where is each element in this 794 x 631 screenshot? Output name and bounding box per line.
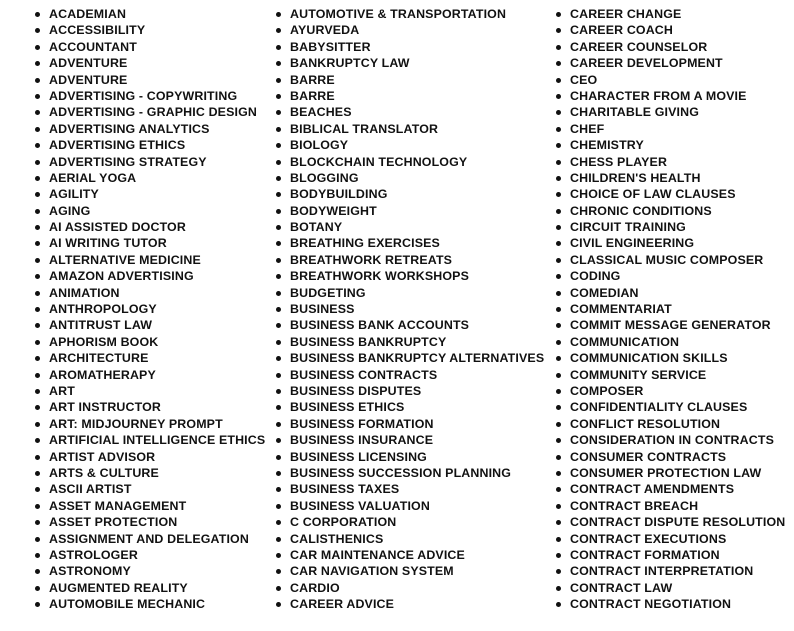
topic-list-item: BABYSITTER bbox=[276, 39, 544, 55]
topic-list-item: BUSINESS CONTRACTS bbox=[276, 367, 544, 383]
topic-list-item: CAREER COACH bbox=[556, 22, 785, 38]
topic-list-item: CHEF bbox=[556, 121, 785, 137]
topic-list-item: ARCHITECTURE bbox=[35, 350, 265, 366]
topic-list-item: ASSIGNMENT AND DELEGATION bbox=[35, 531, 265, 547]
topic-list-item: BARRE bbox=[276, 88, 544, 104]
topic-list-item: BREATHWORK WORKSHOPS bbox=[276, 268, 544, 284]
topic-list-item: ADVERTISING ANALYTICS bbox=[35, 121, 265, 137]
topic-list-item: CAREER ADVICE bbox=[276, 596, 544, 612]
topic-list-item: CLASSICAL MUSIC COMPOSER bbox=[556, 252, 785, 268]
topic-list-item: AROMATHERAPY bbox=[35, 367, 265, 383]
topic-list-item: CONFIDENTIALITY CLAUSES bbox=[556, 399, 785, 415]
topic-list-item: ADVERTISING ETHICS bbox=[35, 137, 265, 153]
topic-list-item: ADVENTURE bbox=[35, 72, 265, 88]
topic-list-item: CONTRACT INTERPRETATION bbox=[556, 563, 785, 579]
topic-list-item: BUDGETING bbox=[276, 285, 544, 301]
topic-list-item: CARDIO bbox=[276, 580, 544, 596]
topic-list-item: CHARACTER FROM A MOVIE bbox=[556, 88, 785, 104]
topic-list-item: BUSINESS TAXES bbox=[276, 481, 544, 497]
topic-list-item: CONTRACT EXECUTIONS bbox=[556, 531, 785, 547]
topic-list-item: ADVERTISING - COPYWRITING bbox=[35, 88, 265, 104]
topic-list-item: CHEMISTRY bbox=[556, 137, 785, 153]
topic-list-item: ARTIST ADVISOR bbox=[35, 449, 265, 465]
topic-list-item: ASSET PROTECTION bbox=[35, 514, 265, 530]
topic-list-item: C CORPORATION bbox=[276, 514, 544, 530]
topic-list-item: CONTRACT BREACH bbox=[556, 498, 785, 514]
topic-list-item: CAR MAINTENANCE ADVICE bbox=[276, 547, 544, 563]
topic-list-item: COMMUNITY SERVICE bbox=[556, 367, 785, 383]
topic-list-item: AERIAL YOGA bbox=[35, 170, 265, 186]
topic-list-item: ACCOUNTANT bbox=[35, 39, 265, 55]
topic-list-item: CIVIL ENGINEERING bbox=[556, 235, 785, 251]
topic-list-item: BUSINESS LICENSING bbox=[276, 449, 544, 465]
topic-list-item: CONSIDERATION IN CONTRACTS bbox=[556, 432, 785, 448]
topic-list-item: BREATHING EXERCISES bbox=[276, 235, 544, 251]
topic-list-item: BUSINESS BANKRUPTCY bbox=[276, 334, 544, 350]
topic-list-item: CAREER COUNSELOR bbox=[556, 39, 785, 55]
topic-list-item: CAREER DEVELOPMENT bbox=[556, 55, 785, 71]
topic-list-item: APHORISM BOOK bbox=[35, 334, 265, 350]
topic-list-item: BUSINESS BANK ACCOUNTS bbox=[276, 317, 544, 333]
topic-list-item: COMEDIAN bbox=[556, 285, 785, 301]
topic-list-item: AI WRITING TUTOR bbox=[35, 235, 265, 251]
topic-list-item: ART: MIDJOURNEY PROMPT bbox=[35, 416, 265, 432]
topic-list-item: BUSINESS INSURANCE bbox=[276, 432, 544, 448]
topic-list-item: ASCII ARTIST bbox=[35, 481, 265, 497]
topic-list-item: AUTOMOTIVE & TRANSPORTATION bbox=[276, 6, 544, 22]
topic-list-item: CIRCUIT TRAINING bbox=[556, 219, 785, 235]
topic-list-item: BUSINESS VALUATION bbox=[276, 498, 544, 514]
topic-list-item: ADVERTISING - GRAPHIC DESIGN bbox=[35, 104, 265, 120]
topic-list-item: CODING bbox=[556, 268, 785, 284]
topic-list-item: BLOCKCHAIN TECHNOLOGY bbox=[276, 154, 544, 170]
topic-list-item: CEO bbox=[556, 72, 785, 88]
topic-list-item: COMPOSER bbox=[556, 383, 785, 399]
topic-list-item: AUTOMOBILE MECHANIC bbox=[35, 596, 265, 612]
topic-list-item: BUSINESS FORMATION bbox=[276, 416, 544, 432]
topic-list-item: ANTITRUST LAW bbox=[35, 317, 265, 333]
topic-list-item: BUSINESS ETHICS bbox=[276, 399, 544, 415]
topic-list-item: BIOLOGY bbox=[276, 137, 544, 153]
topic-list-item: CONTRACT LAW bbox=[556, 580, 785, 596]
topic-list-item: BUSINESS SUCCESSION PLANNING bbox=[276, 465, 544, 481]
topic-list-item: ALTERNATIVE MEDICINE bbox=[35, 252, 265, 268]
topic-list-item: ACCESSIBILITY bbox=[35, 22, 265, 38]
topic-list-item: BARRE bbox=[276, 72, 544, 88]
topic-list-item: ACADEMIAN bbox=[35, 6, 265, 22]
topic-list-item: ARTIFICIAL INTELLIGENCE ETHICS bbox=[35, 432, 265, 448]
topic-list-item: CALISTHENICS bbox=[276, 531, 544, 547]
topic-list-item: AGING bbox=[35, 203, 265, 219]
topic-column-3 bbox=[556, 6, 785, 612]
topic-list-item: CONSUMER PROTECTION LAW bbox=[556, 465, 785, 481]
topic-list-item: CONFLICT RESOLUTION bbox=[556, 416, 785, 432]
topic-list-item: CONTRACT AMENDMENTS bbox=[556, 481, 785, 497]
topic-list-item: AYURVEDA bbox=[276, 22, 544, 38]
topic-list-item: ARTS & CULTURE bbox=[35, 465, 265, 481]
topic-list-item: ART bbox=[35, 383, 265, 399]
topic-list-item: CHRONIC CONDITIONS bbox=[556, 203, 785, 219]
topic-list-item: AMAZON ADVERTISING bbox=[35, 268, 265, 284]
topic-list-item: CHOICE OF LAW CLAUSES bbox=[556, 186, 785, 202]
topic-list-item: CHARITABLE GIVING bbox=[556, 104, 785, 120]
topic-list-item: BUSINESS bbox=[276, 301, 544, 317]
topic-list-item: BEACHES bbox=[276, 104, 544, 120]
topic-list-item: BANKRUPTCY LAW bbox=[276, 55, 544, 71]
topic-list-item: BOTANY bbox=[276, 219, 544, 235]
topic-list-item: COMMENTARIAT bbox=[556, 301, 785, 317]
topic-list-item: ADVERTISING STRATEGY bbox=[35, 154, 265, 170]
topic-list-item: ART INSTRUCTOR bbox=[35, 399, 265, 415]
topic-list-item: ASSET MANAGEMENT bbox=[35, 498, 265, 514]
topic-list-item: BUSINESS DISPUTES bbox=[276, 383, 544, 399]
topic-list-item: BUSINESS BANKRUPTCY ALTERNATIVES bbox=[276, 350, 544, 366]
topic-list-item: COMMIT MESSAGE GENERATOR bbox=[556, 317, 785, 333]
topic-list-item: BODYWEIGHT bbox=[276, 203, 544, 219]
topic-list-item: CONSUMER CONTRACTS bbox=[556, 449, 785, 465]
topic-list-item: AUGMENTED REALITY bbox=[35, 580, 265, 596]
topic-list-item: CONTRACT NEGOTIATION bbox=[556, 596, 785, 612]
topic-list-item: BLOGGING bbox=[276, 170, 544, 186]
topic-list-item: ANTHROPOLOGY bbox=[35, 301, 265, 317]
topic-column-1 bbox=[35, 6, 265, 612]
topic-list-item: CONTRACT FORMATION bbox=[556, 547, 785, 563]
topic-list-item: AGILITY bbox=[35, 186, 265, 202]
topic-list-item: CONTRACT DISPUTE RESOLUTION bbox=[556, 514, 785, 530]
topic-list-item: ANIMATION bbox=[35, 285, 265, 301]
topic-column-2 bbox=[276, 6, 544, 612]
topic-list-item: BIBLICAL TRANSLATOR bbox=[276, 121, 544, 137]
topic-list-item: CHESS PLAYER bbox=[556, 154, 785, 170]
topic-list-item: BREATHWORK RETREATS bbox=[276, 252, 544, 268]
topic-list-item: CHILDREN'S HEALTH bbox=[556, 170, 785, 186]
topic-list-item: COMMUNICATION bbox=[556, 334, 785, 350]
topic-list-item: ASTROLOGER bbox=[35, 547, 265, 563]
topic-list-item: ASTRONOMY bbox=[35, 563, 265, 579]
topic-list-item: AI ASSISTED DOCTOR bbox=[35, 219, 265, 235]
topic-list-item: CAREER CHANGE bbox=[556, 6, 785, 22]
topic-list-item: COMMUNICATION SKILLS bbox=[556, 350, 785, 366]
topic-list-item: BODYBUILDING bbox=[276, 186, 544, 202]
topic-list-item: CAR NAVIGATION SYSTEM bbox=[276, 563, 544, 579]
topic-list-item: ADVENTURE bbox=[35, 55, 265, 71]
